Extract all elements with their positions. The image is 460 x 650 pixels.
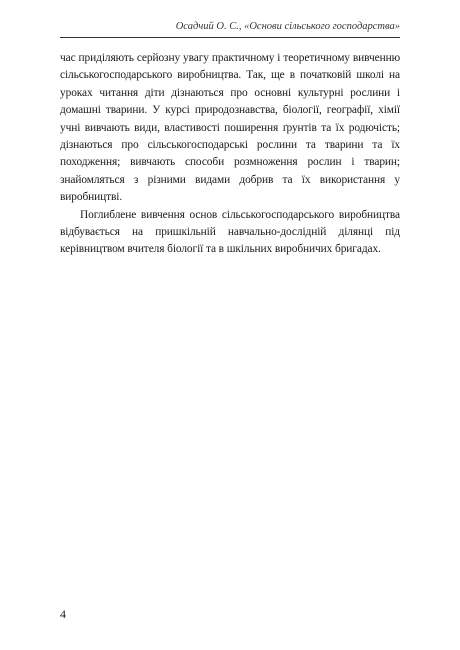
running-header: Осадчий О. С., «Основи сільського господарства» [175, 21, 400, 32]
body-text [60, 50, 400, 259]
paragraph-2: Поглиблене вивчення основ сільськогосподарського виробництва відбувається на пришкільній навчально-дослідній ділянці під керівництвом вчителя біології та в шкільних виробничих бригадах. [60, 208, 400, 256]
paragraph-1: час приділяють серйозну увагу практичному і теоретичному вивченню сільськогосподарського виробництва. Так, ще в початковій школі на уроках читання діти дізнаються про основні культурні рослини і домашні тварини. У курсі природознавства, біології, географії, хімії учні вивчають види, властивості поширення ґрунтів та їх родючість; дізнаються про сільськогосподарські рослини та тварини та їх походження; вивчають способи розмноження рослин і тварин; знайомляться з різними видами добрив та їх використання у виробництві. [60, 52, 400, 204]
page-number: 4 [60, 607, 66, 621]
header-rule [60, 37, 400, 38]
